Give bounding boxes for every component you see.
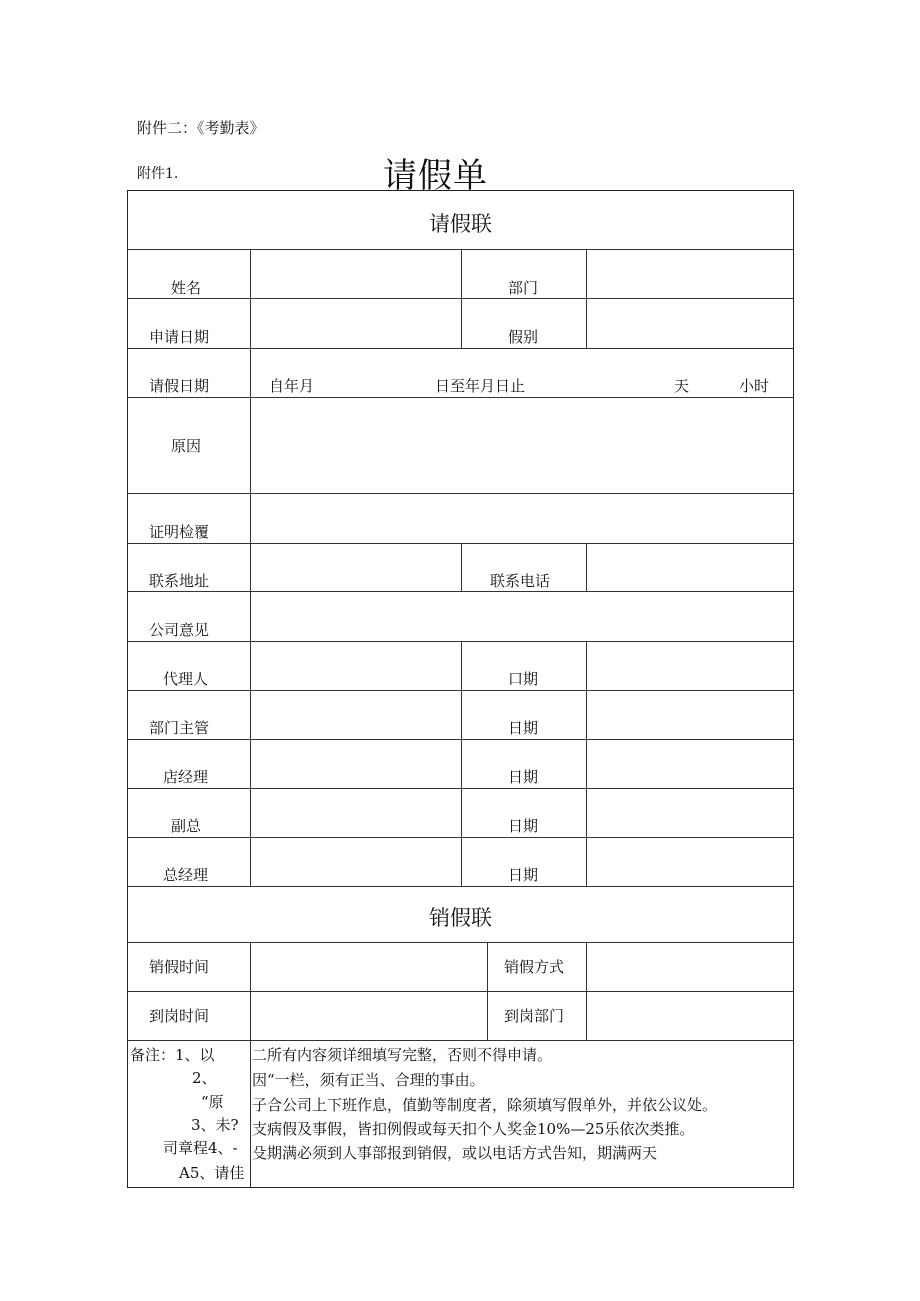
leave-to-text: 日至年月日止 bbox=[435, 377, 526, 395]
notes-right-line: 因“一栏，须有正当、合理的事由。 bbox=[252, 1071, 485, 1089]
reason-label: 原因 bbox=[171, 437, 202, 455]
cancel-section-heading: 销假联 bbox=[429, 906, 492, 930]
leave-hours-text: 小时 bbox=[739, 377, 770, 395]
agent-label: 代理人 bbox=[163, 670, 209, 688]
dept-head-label: 部门主管 bbox=[149, 719, 210, 737]
notes-left-line: 司章程4、- bbox=[163, 1139, 238, 1157]
return-dept-label: 到岗部门 bbox=[504, 1007, 565, 1025]
page-title: 请假单 bbox=[383, 156, 488, 196]
cancel-time-field[interactable] bbox=[252, 943, 486, 990]
company-opinion-label: 公司意见 bbox=[149, 621, 210, 639]
store-manager-date-label: 日期 bbox=[508, 768, 539, 786]
address-label: 联系地址 bbox=[149, 572, 210, 590]
company-opinion-field[interactable] bbox=[252, 592, 792, 640]
apply-date-field[interactable] bbox=[252, 299, 460, 347]
vice-gm-date-label: 日期 bbox=[508, 817, 539, 835]
notes-right-line: 子合公司上下班作息，值勤等制度者，除须填写假单外，并依公议处。 bbox=[252, 1096, 718, 1114]
leave-section-heading: 请假联 bbox=[429, 212, 492, 236]
gm-date-label: 日期 bbox=[508, 866, 539, 884]
gm-label: 总经理 bbox=[163, 866, 209, 884]
address-field[interactable] bbox=[252, 544, 460, 590]
agent-date-label: 口期 bbox=[508, 670, 539, 688]
notes-left-line: 3、未? bbox=[191, 1116, 239, 1134]
proof-field[interactable] bbox=[252, 494, 792, 542]
department-field[interactable] bbox=[587, 250, 792, 297]
department-label: 部门 bbox=[508, 279, 539, 297]
return-time-field[interactable] bbox=[252, 992, 486, 1039]
phone-label: 联系电话 bbox=[490, 572, 551, 590]
name-label: 姓名 bbox=[171, 279, 202, 297]
cancel-time-label: 销假时间 bbox=[149, 958, 210, 976]
leave-days-text: 天 bbox=[674, 377, 690, 395]
cancel-method-label: 销假方式 bbox=[504, 958, 565, 976]
phone-field[interactable] bbox=[587, 544, 792, 590]
apply-date-label: 申请日期 bbox=[149, 328, 210, 346]
leave-type-field[interactable] bbox=[587, 299, 792, 347]
dept-head-date-label: 日期 bbox=[508, 719, 539, 737]
attachment-one-label: 附件1. bbox=[137, 166, 179, 182]
notes-left-line: 2、 bbox=[192, 1069, 217, 1087]
return-dept-field[interactable] bbox=[587, 992, 792, 1039]
notes-right-line: 殳期满必须到人事部报到销假，或以电话方式告知，期满两天 bbox=[252, 1144, 658, 1162]
reason-field[interactable] bbox=[252, 398, 792, 492]
leave-dates-label: 请假日期 bbox=[149, 377, 210, 395]
leave-form bbox=[127, 190, 794, 1188]
notes-right-line: 支病假及事假，皆扣例假或每天扣个人奖金10%—25乐依次类推。 bbox=[252, 1120, 695, 1138]
notes-right-line: 二所有内容须详细填写完整，否则不得申请。 bbox=[252, 1046, 553, 1064]
cancel-method-field[interactable] bbox=[587, 943, 792, 990]
store-manager-label: 店经理 bbox=[163, 768, 209, 786]
notes-left-line: “原 bbox=[201, 1093, 224, 1111]
attachment-two-label: 附件二：《考勤表》 bbox=[137, 119, 265, 137]
return-time-label: 到岗时间 bbox=[149, 1007, 210, 1025]
leave-from-text: 自年月 bbox=[269, 377, 315, 395]
notes-left-line: 备注：1、以 bbox=[130, 1046, 215, 1064]
name-field[interactable] bbox=[252, 250, 460, 297]
notes-left-line: A5、请佳 bbox=[179, 1164, 245, 1182]
leave-type-label: 假别 bbox=[508, 328, 539, 346]
vice-gm-label: 副总 bbox=[171, 817, 202, 835]
proof-label: 证明检覆 bbox=[149, 523, 210, 541]
